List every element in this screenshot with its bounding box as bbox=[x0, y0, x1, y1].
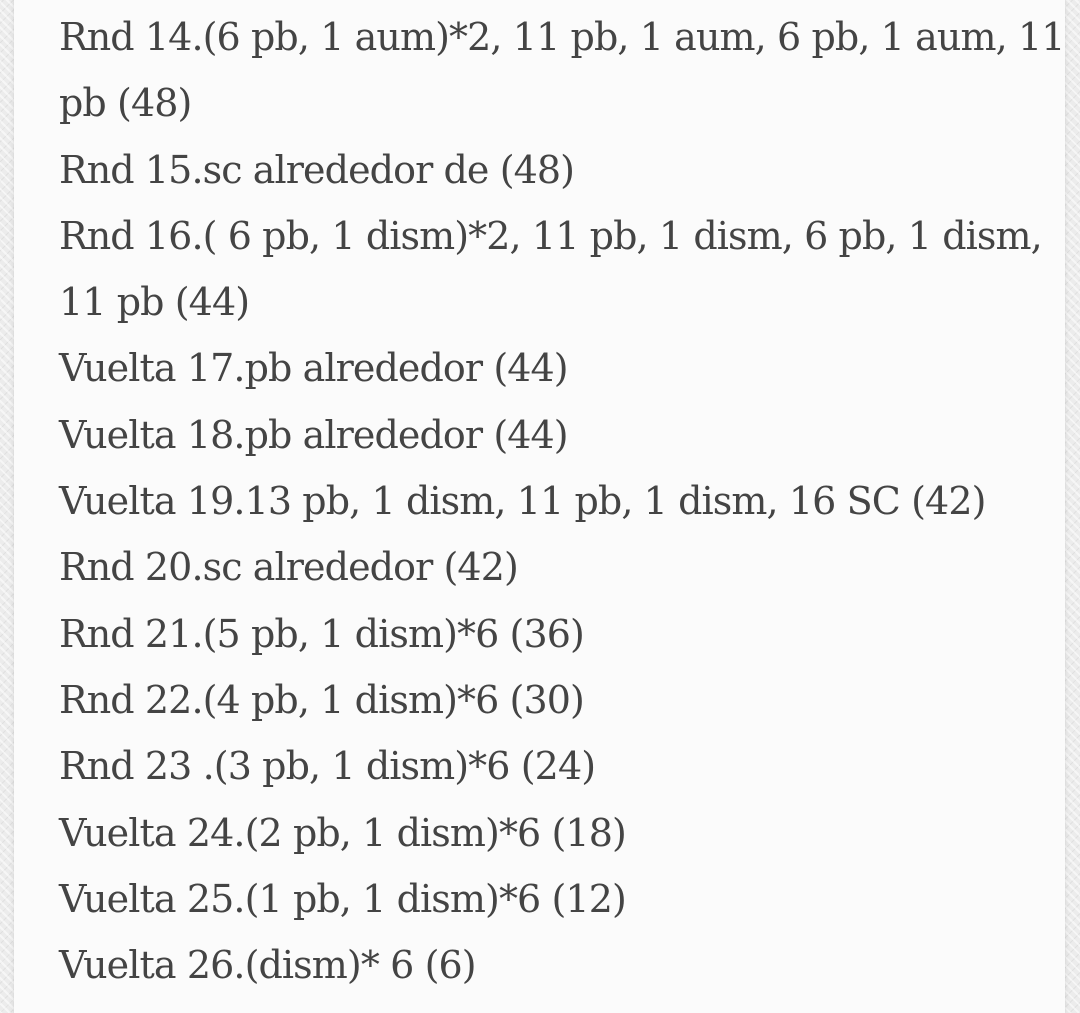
pattern-line-round-19: Vuelta 19.13 pb, 1 dism, 11 pb, 1 dism, 16 SC (42) bbox=[59, 479, 986, 524]
pattern-line-round-24: Vuelta 24.(2 pb, 1 dism)*6 (18) bbox=[59, 810, 626, 855]
crochet-pattern-text bbox=[59, 4, 1065, 998]
pattern-line-round-16: Rnd 16.( 6 pb, 1 dism)*2, 11 pb, 1 dism, 6 pb, 1 dism, bbox=[59, 213, 1042, 258]
pattern-line-round-18: Vuelta 18.pb alrededor (44) bbox=[59, 412, 568, 457]
pattern-line-round-23: Rnd 23 .(3 pb, 1 dism)*6 (24) bbox=[59, 744, 596, 789]
pattern-line-round-15: Rnd 15.sc alrededor de (48) bbox=[59, 147, 575, 192]
pattern-line-round-22: Rnd 22.(4 pb, 1 dism)*6 (30) bbox=[59, 677, 584, 722]
document-page bbox=[14, 0, 1065, 1013]
pattern-line-round-16-continued: 11 pb (44) bbox=[59, 280, 250, 325]
pattern-line-round-14-continued: pb (48) bbox=[59, 81, 192, 126]
pattern-line-round-26: Vuelta 26.(dism)* 6 (6) bbox=[59, 943, 476, 988]
pattern-line-round-25: Vuelta 25.(1 pb, 1 dism)*6 (12) bbox=[59, 876, 626, 921]
pattern-line-round-20: Rnd 20.sc alrededor (42) bbox=[59, 545, 518, 590]
pattern-line-round-21: Rnd 21.(5 pb, 1 dism)*6 (36) bbox=[59, 611, 584, 656]
pattern-line-round-17: Vuelta 17.pb alrededor (44) bbox=[59, 346, 568, 391]
pattern-line-round-14: Rnd 14.(6 pb, 1 aum)*2, 11 pb, 1 aum, 6 pb, 1 aum, 11 bbox=[59, 15, 1065, 59]
